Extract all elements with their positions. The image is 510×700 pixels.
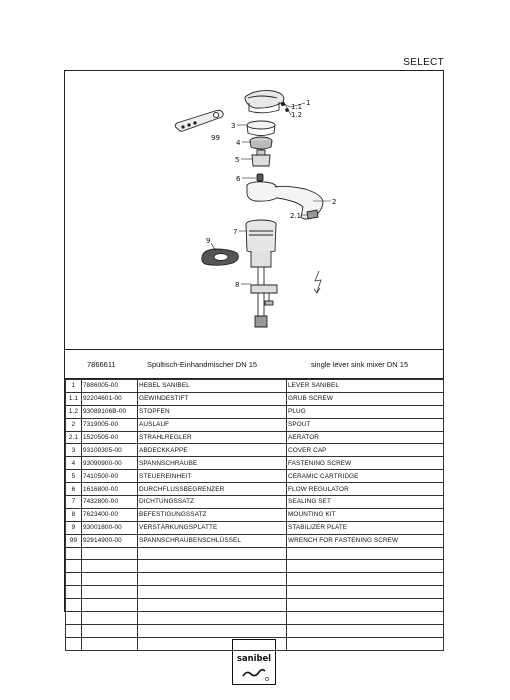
- part-name-de: DURCHFLUSSBEGRENZER: [138, 483, 287, 496]
- stabilizer-plate-part-drawing: [202, 243, 239, 265]
- part-position: 1: [66, 380, 82, 393]
- part-number: 7410500-00: [82, 470, 138, 483]
- table-row: [66, 483, 444, 496]
- part-name-de: BEFESTIGUNGSSATZ: [138, 508, 287, 521]
- callout-99: 99: [211, 134, 220, 142]
- part-position: 9: [66, 521, 82, 534]
- empty-cell: [66, 560, 82, 573]
- empty-table-row: [66, 599, 444, 612]
- part-position: 99: [66, 534, 82, 547]
- part-name-en: SEALING SET: [287, 496, 444, 509]
- table-row: [66, 431, 444, 444]
- svg-text:sanibel: sanibel: [236, 653, 272, 663]
- part-position: 5: [66, 470, 82, 483]
- part-number: 93090900-00: [82, 457, 138, 470]
- empty-table-row: [66, 573, 444, 586]
- part-name-en: FASTENING SCREW: [287, 457, 444, 470]
- table-row: [66, 392, 444, 405]
- parts-table-body: [66, 380, 444, 651]
- callout-2: 2: [332, 198, 337, 206]
- part-position: 4: [66, 457, 82, 470]
- part-name-en: AERATOR: [287, 431, 444, 444]
- empty-cell: [287, 573, 444, 586]
- part-position: 1.2: [66, 405, 82, 418]
- callout-6: 6: [236, 175, 241, 183]
- table-row: [66, 444, 444, 457]
- part-name-en: CERAMIC CARTRIDGE: [287, 470, 444, 483]
- spout-part-drawing: [247, 182, 331, 219]
- empty-cell: [287, 586, 444, 599]
- empty-table-row: [66, 586, 444, 599]
- empty-cell: [287, 612, 444, 625]
- empty-cell: [66, 586, 82, 599]
- callout-1-1: 1.1: [291, 103, 303, 111]
- empty-cell: [287, 599, 444, 612]
- product-name-de: Spültisch-Einhandmischer DN 15: [147, 360, 258, 369]
- part-position: 6: [66, 483, 82, 496]
- part-name-en: STABILIZER PLATE: [287, 521, 444, 534]
- part-number: 1616800-00: [82, 483, 138, 496]
- part-name-en: PLUG: [287, 405, 444, 418]
- part-name-en: COVER CAP: [287, 444, 444, 457]
- part-position: 1.1: [66, 392, 82, 405]
- empty-cell: [66, 547, 82, 560]
- part-name-de: AUSLAUF: [138, 418, 287, 431]
- empty-table-row: [66, 560, 444, 573]
- empty-table-row: [66, 624, 444, 637]
- empty-cell: [138, 573, 287, 586]
- part-number: 7623400-00: [82, 508, 138, 521]
- table-row: [66, 508, 444, 521]
- empty-cell: [66, 612, 82, 625]
- part-name-de: DICHTUNGSSATZ: [138, 496, 287, 509]
- part-number: 93100305-00: [82, 444, 138, 457]
- spare-parts-sheet: [64, 70, 444, 612]
- sanibel-logo-icon: [233, 640, 275, 684]
- empty-table-row: [66, 547, 444, 560]
- part-name-en: MOUNTING KIT: [287, 508, 444, 521]
- table-row: [66, 521, 444, 534]
- part-name-en: LEVER SANIBEL: [287, 380, 444, 393]
- callout-5: 5: [235, 156, 240, 164]
- empty-cell: [287, 547, 444, 560]
- cover-cap-part-drawing: [237, 121, 275, 136]
- callout-1-2: 1.2: [291, 111, 303, 119]
- parts-table: [65, 379, 444, 651]
- lightning-icon: [314, 271, 321, 293]
- part-name-de: VERSTÄRKUNGSPLATTE: [138, 521, 287, 534]
- product-header-row: [65, 349, 443, 379]
- exploded-view-drawing: [65, 71, 443, 349]
- callout-9: 9: [206, 237, 211, 245]
- part-position: 2.1: [66, 431, 82, 444]
- empty-cell: [82, 637, 138, 650]
- sanibel-logo: [232, 639, 276, 685]
- part-number: 93001800-00: [82, 521, 138, 534]
- body-part-drawing: [239, 220, 276, 267]
- empty-cell: [82, 612, 138, 625]
- part-position: 8: [66, 508, 82, 521]
- empty-table-row: [66, 612, 444, 625]
- empty-cell: [66, 624, 82, 637]
- callout-3: 3: [231, 122, 236, 130]
- part-number: 93089106B-00: [82, 405, 138, 418]
- part-number: 1520505-00: [82, 431, 138, 444]
- mounting-kit-part-drawing: [241, 267, 277, 327]
- exploded-view-svg: [65, 71, 443, 349]
- empty-cell: [66, 599, 82, 612]
- fastening-screw-part-drawing: [242, 137, 272, 149]
- part-number: 92204601-00: [82, 392, 138, 405]
- table-row: [66, 405, 444, 418]
- part-name-de: SPANNSCHRAUBE: [138, 457, 287, 470]
- empty-cell: [138, 547, 287, 560]
- lever-part-drawing: [245, 91, 284, 113]
- part-position: 3: [66, 444, 82, 457]
- part-number: 7886005-00: [82, 380, 138, 393]
- part-name-en: SPOUT: [287, 418, 444, 431]
- part-name-de: STRAHLREGLER: [138, 431, 287, 444]
- part-name-de: HEBEL SANIBEL: [138, 380, 287, 393]
- part-name-de: GEWINDESTIFT: [138, 392, 287, 405]
- part-number: 7432800-00: [82, 496, 138, 509]
- empty-cell: [138, 560, 287, 573]
- empty-cell: [82, 599, 138, 612]
- table-row: [66, 418, 444, 431]
- part-name-de: STEUEREINHEIT: [138, 470, 287, 483]
- part-name-en: FLOW REGULATOR: [287, 483, 444, 496]
- empty-cell: [138, 612, 287, 625]
- callout-7: 7: [233, 228, 238, 236]
- empty-cell: [82, 560, 138, 573]
- part-name-en: WRENCH FOR FASTENING SCREW: [287, 534, 444, 547]
- select-label: SELECT: [403, 57, 444, 68]
- product-name-en: single lever sink mixer DN 15: [311, 360, 409, 369]
- part-number: 7319005-00: [82, 418, 138, 431]
- part-name-de: ABDECKKAPPE: [138, 444, 287, 457]
- callout-4: 4: [236, 139, 241, 147]
- empty-cell: [287, 637, 444, 650]
- empty-cell: [138, 599, 287, 612]
- part-name-en: GRUB SCREW: [287, 392, 444, 405]
- empty-cell: [287, 560, 444, 573]
- empty-cell: [138, 624, 287, 637]
- empty-cell: [138, 586, 287, 599]
- empty-cell: [82, 624, 138, 637]
- table-row: [66, 496, 444, 509]
- part-name-de: SPANNSCHRAUBENSCHLÜSSEL: [138, 534, 287, 547]
- empty-cell: [82, 573, 138, 586]
- flow-regulator-part-drawing: [242, 174, 263, 181]
- callout-1: 1: [306, 99, 311, 107]
- callout-2-1: 2.1: [290, 212, 302, 220]
- wrench-part-drawing: [175, 110, 223, 131]
- empty-cell: [66, 573, 82, 586]
- table-row: [66, 470, 444, 483]
- empty-cell: [66, 637, 82, 650]
- table-row: [66, 380, 444, 393]
- cartridge-part-drawing: [241, 150, 270, 166]
- table-row: [66, 457, 444, 470]
- part-number: 92914900-00: [82, 534, 138, 547]
- empty-cell: [287, 624, 444, 637]
- part-position: 2: [66, 418, 82, 431]
- table-row: [66, 534, 444, 547]
- product-number: 7866611: [87, 360, 116, 369]
- empty-cell: [82, 586, 138, 599]
- part-name-de: STOPFEN: [138, 405, 287, 418]
- part-position: 7: [66, 496, 82, 509]
- empty-cell: [82, 547, 138, 560]
- callout-8: 8: [235, 281, 240, 289]
